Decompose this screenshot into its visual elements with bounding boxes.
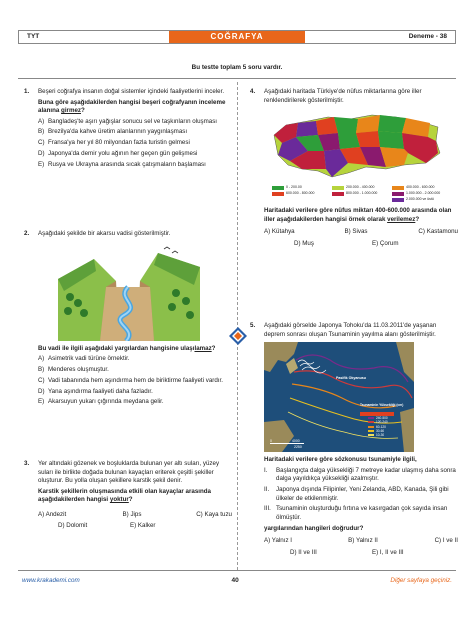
tsunami-legend-item: 240-500 [368, 416, 388, 420]
option-text: Rusya ve Ukrayna arasında sıcak çatışmaların başlaması [48, 161, 206, 169]
option-text: Fransa'ya her yıl 80 milyondan fazla turistin gelmesi [48, 139, 190, 147]
answer-option[interactable]: E) I, II ve III [372, 548, 404, 556]
scale-bar [270, 443, 304, 444]
answer-option[interactable]: A) Kütahya [264, 228, 295, 236]
legend-swatch [272, 186, 284, 190]
option-text: Yana aşındırma faaliyeti daha fazladır. [48, 387, 153, 395]
statement-item [264, 467, 458, 484]
answer-row [264, 228, 458, 237]
question-prompt: Bu vadi ile ilgili aşağıdaki yargılardan hangisine ulaşılamaz? [38, 344, 216, 352]
question-prompt: Haritadaki verilere göre nüfus miktarı 400-600.000 arasında olan iller aşağıdakilerden hangisi örnek olarak verilemez? [264, 207, 452, 223]
answer-option[interactable] [38, 161, 232, 170]
legend-swatch [392, 186, 404, 190]
website-link[interactable]: www.krakademi.com [22, 577, 80, 585]
answer-option[interactable]: D) Muş [294, 239, 314, 247]
answer-row [264, 537, 458, 546]
page-number: 40 [231, 577, 239, 585]
statement-number: III. [264, 505, 271, 513]
column-divider [237, 82, 238, 570]
answer-option[interactable]: B) Yalnız II [348, 537, 378, 545]
legend-item [332, 185, 374, 190]
option-letter: B) [38, 365, 45, 373]
option-text: Bangladeş'te aşırı yağışlar sonucu sel ve taşkınların oluşması [48, 117, 218, 125]
question-number: 2. [24, 230, 30, 237]
answer-option[interactable]: A) Andezit [38, 510, 67, 518]
ocean-label: Pasifik Okyanusu [336, 376, 366, 381]
legend-item [392, 191, 440, 196]
answer-row [38, 522, 232, 531]
question-prompt: Karstik şekillerin oluşmasında etkili olan kayaçlar arasında aşağıdakilerden hangisi yoktur? [38, 487, 211, 504]
statement-text: Tsunaminin oluşturduğu fırtına ve kasırgadan çok sayıda insan ölmüştür. [276, 505, 448, 521]
exam-level: TYT [27, 32, 40, 40]
answer-option[interactable]: C) I ve II [434, 537, 458, 545]
answer-option[interactable] [38, 398, 232, 407]
answer-option[interactable] [38, 388, 232, 397]
river-valley-illustration [54, 241, 204, 341]
answer-option[interactable] [38, 377, 232, 386]
answer-option[interactable] [38, 118, 232, 127]
tsunami-legend-item: 30-60 [368, 429, 388, 433]
legend-swatch [272, 192, 284, 196]
answer-option[interactable]: B) Sivas [344, 228, 368, 236]
option-letter: B) [38, 128, 45, 136]
option-letter: A) [38, 355, 45, 363]
publisher-logo-icon [229, 327, 247, 345]
question-3 [24, 460, 232, 531]
option-letter: D) [38, 387, 45, 395]
legend-label: 2.000.000 ve üstü [406, 197, 434, 202]
answer-option[interactable] [38, 139, 232, 148]
question-intro: Aşağıdaki şekilde bir akarsu vadisi gösterilmiştir. [38, 230, 171, 237]
map-scale: 0 4000 [270, 439, 300, 444]
answer-option[interactable] [38, 128, 232, 137]
page-header [18, 30, 456, 44]
legend-label: 800.000 - 1.000.000 [346, 191, 378, 196]
option-letter: D) [38, 150, 45, 158]
question-count-notice: Bu testte toplam 5 soru vardır. [191, 64, 283, 71]
option-letter: C) [38, 139, 45, 147]
answer-option[interactable] [38, 355, 232, 364]
legend-label: 600.000 - 800.000 [286, 191, 315, 196]
question-number: 1. [24, 88, 30, 95]
legend-item [392, 185, 434, 190]
tsunami-legend-item: 60-120 [368, 425, 388, 429]
option-letter: E) [38, 398, 45, 406]
legend-swatch [332, 192, 344, 196]
question-prompt: Haritadaki verilere göre sözkonusu tsunamiyle ilgili, [264, 456, 417, 464]
question-4 [250, 88, 458, 248]
answer-row [264, 240, 458, 249]
legend-label: 1.000.000 - 2.000.000 [406, 191, 441, 196]
legend-swatch [332, 186, 344, 190]
statements [264, 467, 458, 523]
answer-options [38, 118, 232, 170]
legend-label: 200.000 - 400.000 [346, 185, 375, 190]
answer-row [38, 511, 232, 520]
option-letter: A) [38, 117, 45, 125]
option-text: Akarsuyun yukarı çığırında meydana gelir. [48, 398, 164, 406]
statement-text: Başlangıçta dalga yüksekliği 7 metreye kadar ulaşmış daha sonra dalga yayıldıkça yüksekliği azalmıştır. [276, 466, 456, 483]
legend-swatch [392, 198, 404, 202]
question-2 [24, 230, 232, 409]
tsunami-map [264, 342, 414, 452]
exam-number: Deneme - 38 [408, 32, 447, 40]
answer-option[interactable]: C) Kastamonu [418, 228, 458, 236]
page-footer [18, 574, 456, 586]
statement-item [264, 486, 458, 503]
answer-option[interactable]: E) Kalker [130, 522, 156, 530]
divider [18, 78, 456, 79]
turkey-map-shape [268, 107, 444, 183]
answer-option[interactable]: C) Kaya tuzu [196, 510, 232, 518]
question-intro: Beşeri coğrafya insanın doğal sistemler içindeki faaliyetlerini inceler. [38, 88, 225, 95]
legend-swatch [392, 192, 404, 196]
answer-option[interactable] [38, 366, 232, 375]
question-number: 5. [250, 322, 256, 329]
answer-option[interactable]: B) Jips [122, 510, 142, 518]
option-letter: C) [38, 376, 45, 384]
statement-number: II. [264, 486, 270, 494]
next-page-note: Diğer sayfaya geçiniz. [390, 577, 452, 585]
map-scale-miles: 2250 [294, 445, 302, 450]
turkey-population-map [268, 107, 444, 203]
tsunami-legend-item: 120-240 [368, 420, 388, 424]
subject-title: COĞRAFYA [169, 31, 305, 43]
option-text: Vadi tabanında hem aşındırma hem de biriktirme faaliyeti vardır. [48, 376, 223, 384]
legend-item [392, 197, 434, 202]
option-text: Menderes oluşmuştur. [48, 365, 109, 373]
answer-option[interactable]: E) Çorum [372, 239, 399, 247]
legend-label: 0 - 200.00 [286, 185, 302, 190]
question-prompt: Buna göre aşağıdakilerden hangisi beşeri coğrafyanın inceleme alanına girmez? [38, 98, 226, 115]
legend-item [332, 191, 377, 196]
answer-option[interactable]: A) Yalnız I [264, 537, 292, 545]
option-text: Brezilya'da kahve üretim alanlarının yaygınlaşması [48, 128, 188, 136]
question-intro: Aşağıdaki görselde Japonya Tohoku'da 11.03.2011'de yaşanan deprem sonrası oluşan Tsunaminin yayılma alanı gösterilmiştir. [264, 322, 437, 338]
legend-item [272, 185, 302, 190]
option-text: Asimetrik vadi türüne örnektir. [48, 355, 130, 363]
tsunami-legend-title: Tsunaminin Yüksekliği (cm) [360, 403, 404, 408]
question-number: 4. [250, 88, 256, 95]
answer-options [38, 355, 232, 407]
footer-divider [18, 570, 456, 571]
statement-text: Japonya dışında Filipinler, Yeni Zelanda, ABD, Kanada, Şili gibi ülkeler de etkilenmiştir. [276, 486, 449, 502]
option-letter: E) [38, 161, 45, 169]
tsunami-spread-graphic [264, 342, 414, 452]
statement-item [264, 505, 458, 522]
question-number: 3. [24, 460, 30, 467]
tsunami-legend [368, 416, 388, 437]
answer-option[interactable]: D) II ve III [290, 548, 317, 556]
question-intro: Yer altındaki gözenek ve boşluklarda bulunan yer altı suları, yüzey suları ile birlikte doğada bulunan kayaçları eriterek çeşitli şekiller oluşturur. Bu yolla oluşan şekillere karstik şekil denir. [38, 460, 220, 485]
answer-option[interactable] [38, 150, 232, 159]
exam-page [18, 30, 456, 600]
question-5 [250, 322, 458, 557]
question-intro: Aşağıdaki haritada Türkiye'de nüfus miktarlarına göre iller renklendirilerek gösterilmiştir. [264, 88, 422, 104]
tsunami-legend-item: 10-30 [368, 433, 388, 437]
statement-number: I. [264, 466, 268, 474]
answer-row [264, 549, 458, 558]
answer-option[interactable]: D) Dolomit [58, 522, 88, 530]
question-ask: yargılarından hangileri doğrudur? [264, 524, 364, 532]
legend-label: 400.000 - 600.000 [406, 185, 435, 190]
legend-item [272, 191, 314, 196]
option-text: Japonya'da demir yolu ağının her geçen gün gelişmesi [48, 150, 198, 158]
question-1 [24, 88, 232, 172]
